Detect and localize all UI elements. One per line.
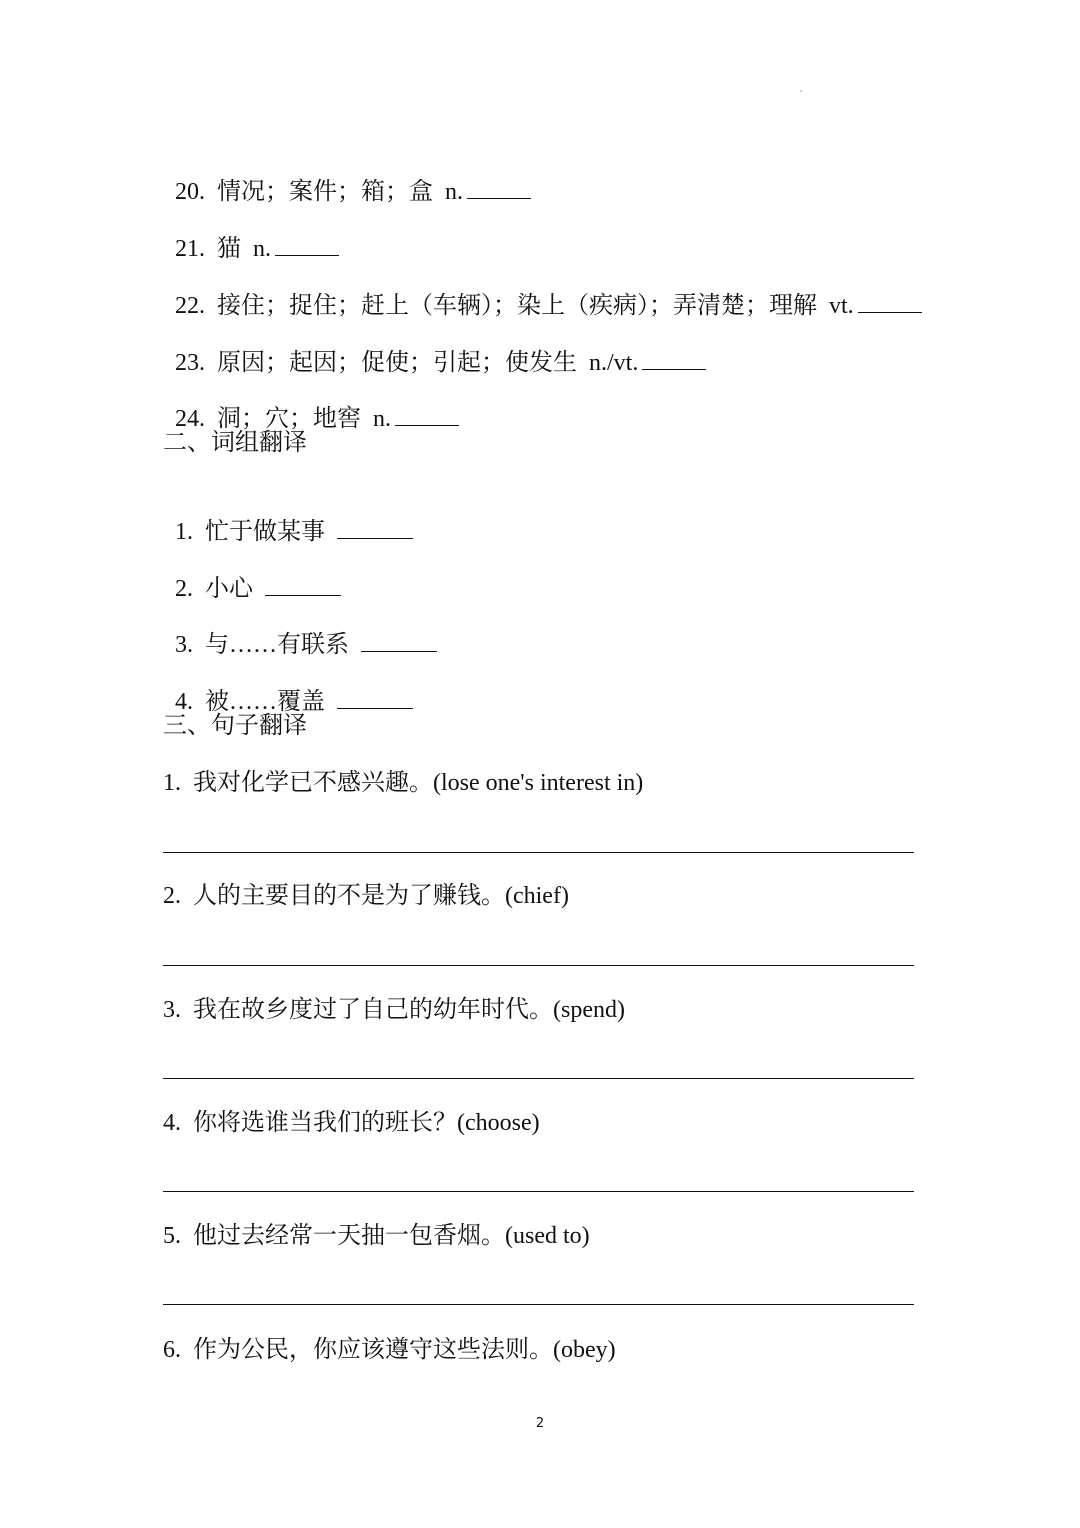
answer-blank[interactable] <box>642 347 706 370</box>
vocab-item-20: 20. 情况；案件；箱；盒 n. <box>163 144 531 208</box>
phrase-item-1: 1. 忙于做某事 <box>163 484 413 548</box>
answer-line[interactable] <box>163 1191 914 1192</box>
answer-line[interactable] <box>163 1078 914 1079</box>
phrase-item-4: 4. 被……覆盖 <box>163 654 413 718</box>
answer-line[interactable] <box>163 1304 914 1305</box>
answer-blank[interactable] <box>858 290 922 313</box>
answer-line[interactable] <box>163 852 914 853</box>
sentence-item-2: 2. 人的主要目的不是为了赚钱。(chief) <box>163 883 569 909</box>
section-heading-phrases: 二、词组翻译 <box>163 430 307 456</box>
phrase-item-3: 3. 与……有联系 <box>163 597 437 661</box>
scan-speck <box>800 90 802 92</box>
answer-line[interactable] <box>163 965 914 966</box>
answer-blank[interactable] <box>395 403 459 426</box>
answer-blank[interactable] <box>337 686 413 709</box>
vocab-item-23: 23. 原因；起因；促使；引起；使发生 n./vt. <box>163 315 706 379</box>
page-number: 2 <box>535 1416 545 1431</box>
section-heading-sentences: 三、句子翻译 <box>163 713 307 739</box>
answer-blank[interactable] <box>275 233 339 256</box>
sentence-item-5: 5. 他过去经常一天抽一包香烟。(used to) <box>163 1223 590 1249</box>
sentence-item-4: 4. 你将选谁当我们的班长？(choose) <box>163 1110 540 1136</box>
answer-blank[interactable] <box>361 629 437 652</box>
answer-blank[interactable] <box>265 573 341 596</box>
sentence-item-6: 6. 作为公民，你应该遵守这些法则。(obey) <box>163 1337 616 1363</box>
vocab-item-22: 22. 接住；捉住；赶上（车辆）；染上（疾病）；弄清楚；理解 vt. <box>163 258 922 322</box>
sentence-item-3: 3. 我在故乡度过了自己的幼年时代。(spend) <box>163 997 625 1023</box>
sentence-item-1: 1. 我对化学已不感兴趣。(lose one's interest in) <box>163 770 644 796</box>
phrase-item-2: 2. 小心 <box>163 541 341 605</box>
vocab-item-21: 21. 猫 n. <box>163 201 339 265</box>
answer-blank[interactable] <box>467 176 531 199</box>
answer-blank[interactable] <box>337 516 413 539</box>
vocab-item-24: 24. 洞；穴；地窖 n. <box>163 371 459 435</box>
